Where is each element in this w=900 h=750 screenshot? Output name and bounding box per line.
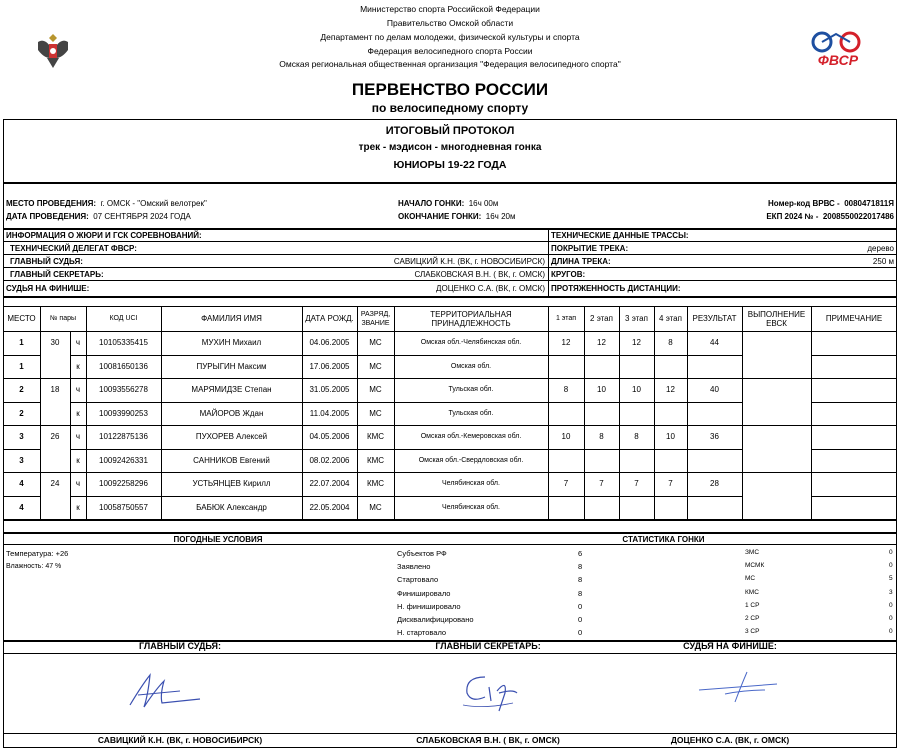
stats-title: СТАТИСТИКА ГОНКИ	[622, 535, 705, 544]
humidity: Влажность: 47 %	[6, 563, 62, 570]
table-cell-name: ПУРЫГИН Максим	[196, 361, 267, 371]
finish-judge-label: СУДЬЯ НА ФИНИШЕ:	[6, 284, 90, 293]
table-cell-pair: 24	[50, 479, 60, 489]
table-cell-place: 3	[19, 432, 24, 442]
weather-title: ПОГОДНЫЕ УСЛОВИЯ	[173, 535, 263, 544]
code-value: 0080471811Я	[844, 199, 894, 208]
table-cell-uci: 10092426331	[99, 455, 148, 465]
ekp-value: 2008550022017486	[822, 212, 894, 221]
table-cell-result: 28	[710, 479, 719, 489]
table-cell-uci: 10093990253	[99, 408, 148, 418]
race-end	[398, 206, 515, 224]
page-title: ПЕРВЕНСТВО РОССИИ	[351, 80, 549, 99]
stat-label: Субъектов РФ	[397, 549, 447, 558]
stat-label: МСМК	[745, 562, 765, 570]
table-cell-place: 2	[19, 408, 24, 418]
table-cell-stage-2: 10	[597, 385, 606, 395]
ekp-number	[766, 206, 894, 224]
column-divider	[811, 306, 812, 519]
table-cell-name: МУХИН Михаил	[201, 338, 262, 348]
column-header: ПРИМЕЧАНИЕ	[825, 314, 883, 323]
org-line: Департамент по делам молодежи, физической культуры и спорта	[320, 32, 580, 42]
org-line: Федерация велосипедного спорта России	[367, 46, 533, 56]
column-header: РАЗРЯД, ЗВАНИЕ	[360, 310, 391, 327]
table-cell-dob: 04.05.2006	[309, 432, 350, 442]
table-cell-role: к	[76, 502, 80, 512]
stat-value: 0	[889, 601, 893, 609]
table-cell-dob: 08.02.2006	[309, 455, 350, 465]
table-cell-region: Омская обл.-Свердловская обл.	[418, 456, 524, 464]
jury-section-label: ИНФОРМАЦИЯ О ЖЮРИ И ГСК СОРЕВНОВАНИЙ:	[6, 231, 202, 240]
laps-label: КРУГОВ:	[551, 270, 586, 279]
table-cell-rank: КМС	[366, 479, 385, 489]
column-header: ВЫПОЛНЕНИЕ ЕВСК	[747, 309, 806, 328]
table-cell-stage-4: 8	[668, 338, 673, 348]
table-cell-role: к	[76, 455, 80, 465]
row-divider	[811, 496, 897, 497]
signature-title-chief-judge: ГЛАВНЫЙ СУДЬЯ:	[139, 641, 221, 651]
table-cell-stage-1: 7	[563, 479, 569, 489]
date	[6, 206, 191, 224]
row-divider	[811, 449, 897, 450]
tech-delegate-label: ТЕХНИЧЕСКИЙ ДЕЛЕГАТ ФВСР:	[10, 244, 137, 253]
stat-label: Н. финишировало	[397, 601, 461, 611]
table-cell-uci: 10093556278	[99, 385, 148, 395]
table-cell-region: Тульская обл.	[448, 409, 494, 417]
table-cell-uci: 10105335415	[99, 338, 148, 348]
table-cell-name: МАЙОРОВ Ждан	[199, 408, 264, 418]
start-value: 16ч 00м	[468, 199, 499, 208]
stat-label: Стартовало	[397, 575, 439, 585]
table-cell-place: 4	[19, 479, 24, 489]
page-subtitle: по велосипедному спорту	[371, 101, 529, 115]
table-cell-stage-3: 7	[634, 479, 639, 489]
stat-value: 0	[889, 562, 893, 570]
stat-value: 0	[889, 615, 893, 622]
table-cell-rank: МС	[369, 361, 382, 371]
table-cell-pair: 30	[50, 338, 60, 348]
date-label: ДАТА ПРОВЕДЕНИЯ:	[6, 212, 89, 221]
table-cell-pair: 26	[50, 432, 60, 442]
signature-chief-secretary	[455, 665, 525, 715]
stat-value: 0	[578, 628, 583, 638]
org-line: Омская региональная общественная организация "Федерация велосипедного спорта"	[279, 59, 621, 69]
table-cell-stage-2: 12	[597, 338, 606, 348]
column-header: ТЕРРИТОРИАЛЬНАЯ ПРИНАДЛЕЖНОСТЬ	[430, 309, 512, 328]
table-cell-role: ч	[75, 432, 81, 442]
stat-label: ЗМС	[745, 549, 760, 556]
fvsr-logo-text: ФВСР	[817, 52, 859, 68]
signature-title-finish-judge: СУДЬЯ НА ФИНИШЕ:	[683, 641, 777, 651]
signature-finish-judge	[695, 668, 785, 708]
stat-label: 1 СР	[745, 601, 760, 609]
stat-label: Финишировало	[397, 588, 451, 598]
end-value: 16ч 20м	[485, 212, 516, 221]
stat-value: 6	[578, 549, 583, 558]
track-length-label: ДЛИНА ТРЕКА:	[551, 257, 611, 266]
table-cell-place: 3	[19, 455, 24, 465]
table-cell-name: ПУХОРЕВ Алексей	[195, 432, 268, 442]
org-line: Правительство Омской области	[386, 18, 514, 28]
date-value: 07 СЕНТЯБРЯ 2024 ГОДА	[93, 212, 191, 221]
chief-judge-value: САВИЦКИЙ К.Н. (ВК, г. НОВОСИБИРСК)	[393, 257, 545, 266]
column-header: МЕСТО	[7, 314, 36, 323]
table-cell-stage-3: 12	[632, 338, 641, 348]
table-cell-region: Омская обл.-Челябинская обл.	[420, 339, 522, 347]
distance-label: ПРОТЯЖЕННОСТЬ ДИСТАНЦИИ:	[551, 284, 681, 293]
table-cell-rank: МС	[369, 502, 382, 512]
stat-label: 3 СР	[745, 628, 760, 636]
chief-secretary-label: ГЛАВНЫЙ СЕКРЕТАРЬ:	[10, 270, 104, 279]
table-cell-place: 1	[19, 338, 24, 348]
table-cell-dob: 17.06.2005	[309, 361, 350, 371]
table-cell-result: 40	[710, 385, 719, 395]
table-cell-pair: 18	[50, 385, 60, 395]
chief-judge-label: ГЛАВНЫЙ СУДЬЯ:	[10, 257, 83, 266]
table-cell-dob: 22.05.2004	[309, 502, 350, 512]
signature-name-chief-judge: САВИЦКИЙ К.Н. (ВК, г. НОВОСИБИРСК)	[97, 735, 263, 745]
table-cell-place: 2	[19, 385, 24, 395]
row-divider	[811, 402, 897, 403]
column-header: ДАТА РОЖД.	[305, 314, 354, 323]
code-label: Номер-код ВРВС -	[768, 199, 840, 208]
track-section-label: ТЕХНИЧЕСКИЕ ДАННЫЕ ТРАССЫ:	[551, 231, 689, 240]
table-cell-dob: 11.04.2005	[309, 408, 350, 418]
table-cell-stage-1: 10	[561, 432, 571, 442]
column-header: КОД UCI	[109, 315, 138, 322]
stat-label: Дисквалифицировано	[397, 615, 474, 624]
table-cell-uci: 10092258296	[99, 479, 148, 489]
discipline: трек - мэдисон - многодневная гонка	[358, 142, 542, 153]
table-cell-stage-3: 10	[632, 385, 641, 395]
stat-value: 0	[578, 601, 583, 611]
stat-label: Заявлено	[397, 562, 431, 572]
chief-secretary-value: СЛАБКОВСКАЯ В.Н. ( ВК, г. ОМСК)	[414, 270, 545, 279]
table-cell-region: Челябинская обл.	[442, 480, 500, 488]
table-cell-uci: 10081650136	[99, 361, 148, 371]
table-cell-place: 4	[19, 502, 24, 512]
stat-value: 5	[889, 575, 893, 583]
column-header: № пары	[49, 315, 77, 322]
signature-chief-judge	[120, 665, 220, 715]
table-cell-stage-2: 7	[599, 479, 604, 489]
column-header: 1 этап	[555, 315, 577, 322]
table-cell-stage-4: 12	[666, 385, 675, 395]
track-surface-label: ПОКРЫТИЕ ТРЕКА:	[551, 244, 629, 253]
table-cell-role: ч	[75, 479, 81, 489]
table-cell-dob: 04.06.2005	[309, 338, 350, 348]
stat-label: МС	[745, 575, 756, 583]
row-divider	[811, 355, 897, 356]
table-cell-region: Омская обл.	[450, 362, 492, 370]
stat-label: КМС	[745, 588, 759, 596]
stat-value: 8	[578, 588, 583, 598]
table-cell-uci: 10122875136	[99, 432, 148, 442]
track-length-value: 250 м	[872, 257, 894, 266]
table-cell-uci: 10058750557	[99, 502, 148, 512]
signature-title-chief-secretary: ГЛАВНЫЙ СЕКРЕТАРЬ:	[435, 641, 541, 651]
signature-name-finish-judge: ДОЦЕНКО С.А. (ВК, г. ОМСК)	[670, 735, 790, 745]
table-cell-stage-1: 8	[563, 385, 569, 395]
table-cell-role: к	[76, 361, 80, 371]
ekp-label: ЕКП 2024 № -	[766, 212, 819, 221]
stat-value: 8	[578, 575, 583, 585]
temperature: Температура: +26	[6, 549, 69, 558]
org-line: Министерство спорта Российской Федерации	[360, 4, 540, 14]
venue-label: МЕСТО ПРОВЕДЕНИЯ:	[6, 199, 97, 208]
column-header: 3 этап	[625, 314, 648, 323]
stat-value: 8	[578, 562, 583, 572]
table-cell-stage-2: 8	[599, 432, 604, 442]
table-cell-rank: МС	[369, 338, 382, 348]
table-cell-stage-1: 12	[561, 338, 571, 348]
table-cell-role: ч	[75, 338, 81, 348]
table-cell-result: 44	[710, 338, 719, 348]
table-cell-role: ч	[75, 385, 81, 395]
start-label: НАЧАЛО ГОНКИ:	[398, 199, 465, 208]
row-divider	[3, 519, 897, 521]
stat-value: 0	[578, 615, 583, 624]
table-cell-name: БАБЮК Александр	[196, 502, 267, 512]
table-cell-rank: МС	[369, 385, 382, 395]
table-cell-name: МАРЯМИДЗЕ Степан	[191, 385, 272, 395]
protocol-title: ИТОГОВЫЙ ПРОТОКОЛ	[385, 125, 515, 137]
stat-value: 0	[889, 549, 893, 556]
table-cell-stage-4: 10	[666, 432, 675, 442]
table-cell-region: Омская обл.-Кемеровская обл.	[420, 433, 522, 441]
table-cell-rank: КМС	[366, 455, 385, 465]
signature-name-chief-secretary: СЛАБКОВСКАЯ В.Н. ( ВК, г. ОМСК)	[416, 735, 560, 745]
column-header: РЕЗУЛЬТАТ	[692, 314, 737, 323]
table-cell-rank: МС	[369, 408, 382, 418]
column-header: 4 этап	[659, 314, 682, 323]
table-cell-place: 1	[19, 361, 24, 371]
column-header: 2 этап	[590, 314, 613, 323]
venue-value: г. ОМСК - "Омский велотрек"	[100, 199, 207, 208]
table-cell-stage-4: 7	[668, 479, 673, 489]
finish-judge-value: ДОЦЕНКО С.А. (ВК, г. ОМСК)	[436, 284, 545, 293]
column-divider	[742, 306, 743, 519]
table-cell-region: Челябинская обл.	[442, 503, 500, 511]
table-cell-region: Тульская обл.	[448, 386, 494, 394]
stat-label: 2 СР	[745, 615, 760, 622]
category: ЮНИОРЫ 19-22 ГОДА	[393, 159, 507, 171]
column-header: ФАМИЛИЯ ИМЯ	[201, 314, 262, 323]
table-cell-name: САННИКОВ Евгений	[193, 455, 270, 465]
table-cell-rank: КМС	[366, 432, 385, 442]
table-cell-role: к	[76, 408, 80, 418]
table-cell-name: УСТЬЯНЦЕВ Кирилл	[192, 479, 271, 489]
table-cell-dob: 31.05.2005	[309, 385, 350, 395]
stat-value: 3	[889, 588, 893, 596]
table-cell-stage-3: 8	[634, 432, 639, 442]
stat-value: 0	[889, 628, 893, 636]
track-surface-value: дерево	[867, 244, 894, 253]
table-cell-dob: 22.07.2004	[309, 479, 350, 489]
end-label: ОКОНЧАНИЕ ГОНКИ:	[398, 212, 482, 221]
table-cell-result: 36	[710, 432, 719, 442]
stat-label: Н. стартовало	[397, 628, 447, 638]
